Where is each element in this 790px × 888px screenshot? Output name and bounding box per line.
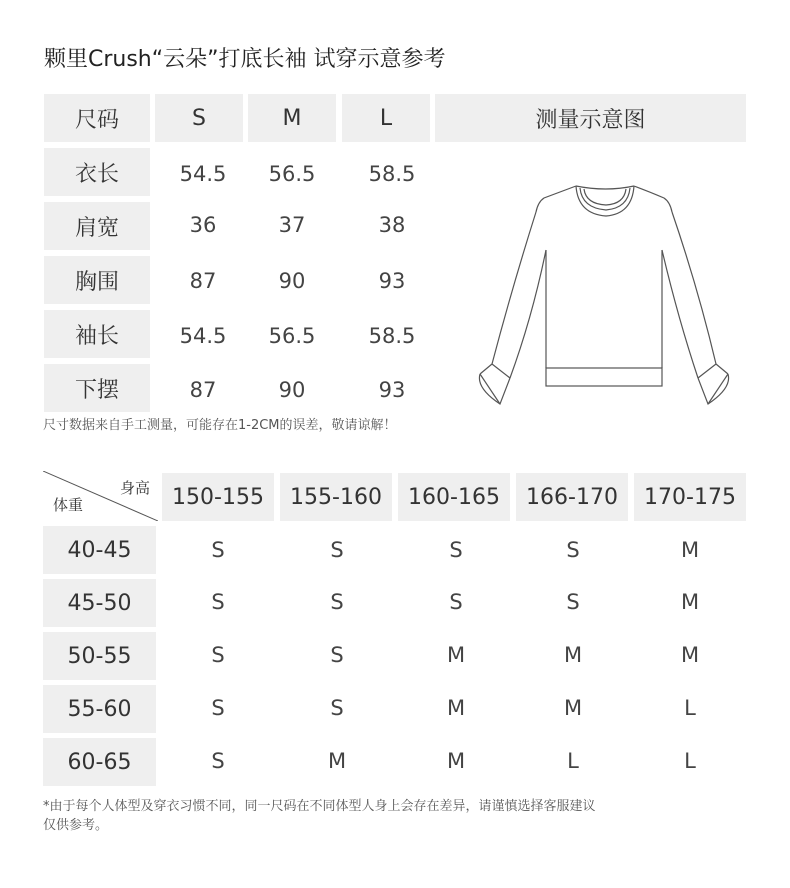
- measure-note: 尺寸数据来自手工测量，可能存在1-2CM的误差，敬请谅解！: [43, 418, 397, 433]
- height-header: 155-160: [280, 473, 392, 521]
- cell-value: 87: [189, 378, 217, 402]
- size-cell: M: [563, 696, 583, 720]
- fit-note-line1: *由于每个人体型及穿衣习惯不同，同一尺码在不同体型人身上会存在差异，请谨慎选择客服建议: [43, 799, 596, 814]
- header-l: L: [342, 94, 430, 142]
- weight-label: 45-50: [43, 579, 156, 627]
- size-cell: M: [680, 590, 700, 614]
- size-cell: S: [211, 590, 225, 614]
- cell-value: 87: [189, 269, 217, 293]
- corner-weight-label: 体重: [53, 496, 84, 514]
- size-cell: S: [566, 538, 580, 562]
- cell-value: 93: [378, 378, 406, 402]
- size-cell: M: [680, 538, 700, 562]
- cell-value: 58.5: [368, 162, 416, 186]
- fit-note-line2: 仅供参考。: [43, 818, 109, 833]
- size-cell: L: [684, 749, 696, 773]
- corner-cell: [43, 471, 158, 521]
- size-cell: S: [330, 538, 344, 562]
- size-cell: M: [327, 749, 347, 773]
- cell-value: 36: [189, 213, 217, 237]
- header-s: S: [155, 94, 243, 142]
- cell-value: 54.5: [179, 162, 227, 186]
- header-diagram: 测量示意图: [435, 94, 746, 142]
- sweater-diagram: [472, 178, 740, 408]
- height-header: 166-170: [516, 473, 628, 521]
- height-header: 160-165: [398, 473, 510, 521]
- cell-value: 93: [378, 269, 406, 293]
- size-cell: S: [566, 590, 580, 614]
- size-cell: S: [211, 538, 225, 562]
- cell-value: 90: [278, 378, 306, 402]
- height-header: 170-175: [634, 473, 746, 521]
- cell-value: 37: [278, 213, 306, 237]
- size-cell: M: [446, 749, 466, 773]
- weight-label: 50-55: [43, 632, 156, 680]
- size-cell: L: [567, 749, 579, 773]
- size-cell: S: [211, 643, 225, 667]
- height-header: 150-155: [162, 473, 274, 521]
- page-title: 颗里Crush“云朵”打底长袖 试穿示意参考: [44, 47, 446, 72]
- size-cell: S: [330, 696, 344, 720]
- size-cell: M: [446, 643, 466, 667]
- size-cell: S: [449, 538, 463, 562]
- row-label-sleeve: 袖长: [44, 310, 150, 358]
- cell-value: 90: [278, 269, 306, 293]
- size-cell: S: [330, 590, 344, 614]
- size-cell: L: [684, 696, 696, 720]
- size-cell: S: [211, 696, 225, 720]
- row-label-length: 衣长: [44, 148, 150, 196]
- weight-label: 55-60: [43, 685, 156, 733]
- size-cell: M: [680, 643, 700, 667]
- cell-value: 54.5: [179, 324, 227, 348]
- row-label-hem: 下摆: [44, 364, 150, 412]
- corner-height-label: 身高: [119, 479, 150, 497]
- header-m: M: [248, 94, 336, 142]
- header-size: 尺码: [44, 94, 150, 142]
- weight-label: 40-45: [43, 526, 156, 574]
- cell-value: 56.5: [268, 324, 316, 348]
- size-cell: M: [563, 643, 583, 667]
- row-label-shoulder: 肩宽: [44, 202, 150, 250]
- cell-value: 38: [378, 213, 406, 237]
- weight-label: 60-65: [43, 738, 156, 786]
- size-cell: S: [330, 643, 344, 667]
- size-cell: M: [446, 696, 466, 720]
- size-cell: S: [211, 749, 225, 773]
- cell-value: 56.5: [268, 162, 316, 186]
- size-cell: S: [449, 590, 463, 614]
- cell-value: 58.5: [368, 324, 416, 348]
- row-label-chest: 胸围: [44, 256, 150, 304]
